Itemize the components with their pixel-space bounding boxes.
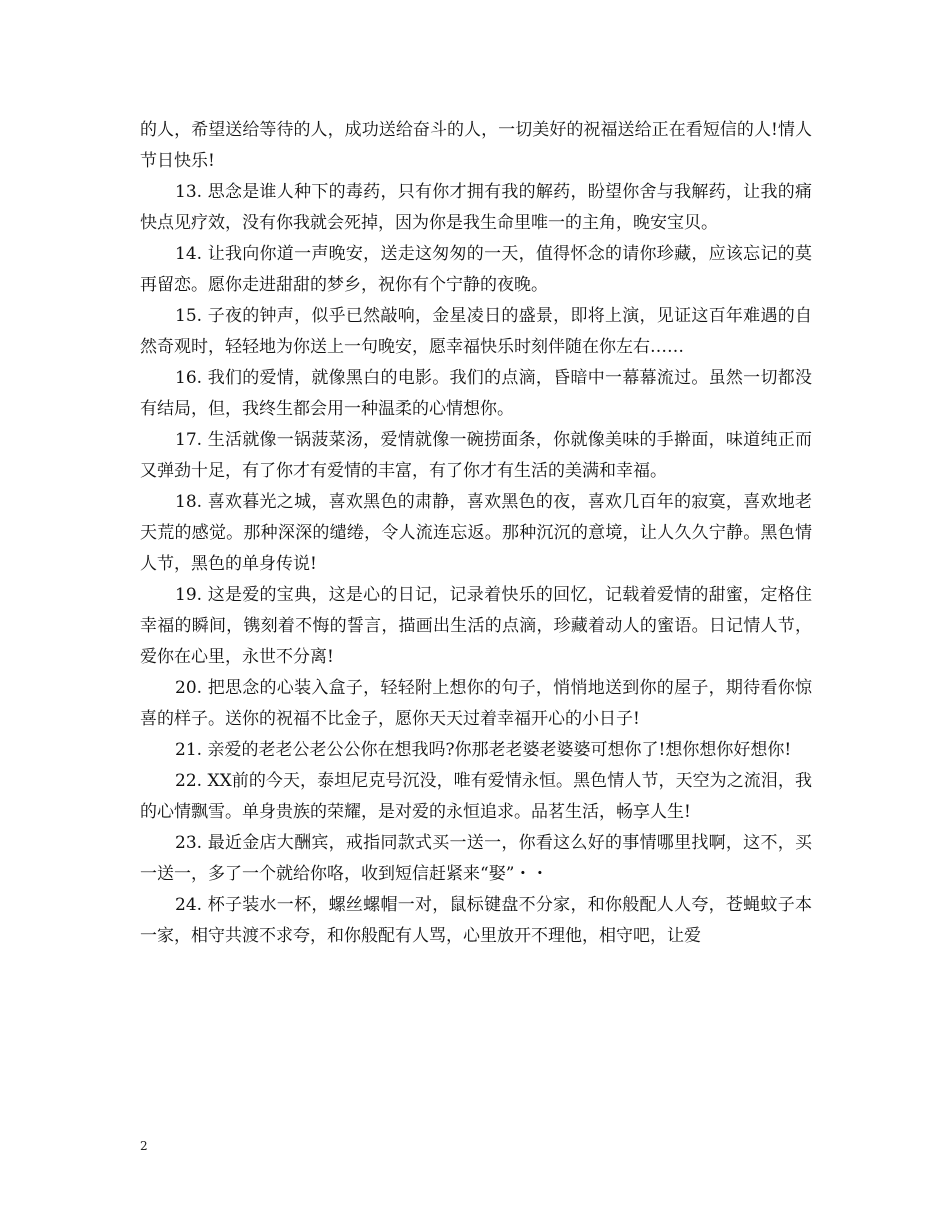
document-body [140,115,812,952]
paragraph-13: 13. 思念是谁人种下的毒药，只有你才拥有我的解药，盼望你舍与我解药，让我的痛快点见疗效，没有你我就会死掉，因为你是我生命里唯一的主角，晚安宝贝。 [140,182,812,233]
paragraph-24: 24. 杯子装水一杯，螺丝螺帽一对，鼠标键盘不分家，和你般配人人夸，苍蝇蚊子本一家，相守共渡不求夸，和你般配有人骂，心里放开不理他，相守吧，让爱 [140,895,812,946]
paragraph-15: 15. 子夜的钟声，似乎已然敲响，金星凌日的盛景，即将上演，见证这百年难遇的自然奇观时，轻轻地为你送上一句晚安，愿幸福快乐时刻伴随在你左右…… [140,306,812,357]
paragraph-21: 21. 亲爱的老老公老公公你在想我吗?你那老老婆老婆婆可想你了!想你想你好想你! [175,740,792,760]
paragraph-18: 18. 喜欢暮光之城，喜欢黑色的肃静，喜欢黑色的夜，喜欢几百年的寂寞，喜欢地老天荒的感觉。那种深深的缱绻，令人流连忘返。那种沉沉的意境，让人久久宁静。黑色情人节，黑色的单身传说! [140,492,812,574]
paragraph-20: 20. 把思念的心装入盒子，轻轻附上想你的句子，悄悄地送到你的屋子，期待看你惊喜的样子。送你的祝福不比金子，愿你天天过着幸福开心的小日子! [140,678,812,729]
paragraph-23: 23. 最近金店大酬宾，戒指同款式买一送一，你看这么好的事情哪里找啊，这不，买一送一，多了一个就给你咯，收到短信赶紧来“娶”・・ [140,833,812,884]
paragraph-continuation: 的人，希望送给等待的人，成功送给奋斗的人，一切美好的祝福送给正在看短信的人!情人节日快乐! [140,120,812,171]
paragraph-17: 17. 生活就像一锅菠菜汤，爱情就像一碗捞面条，你就像美味的手擀面，味道纯正而又弹劲十足，有了你才有爱情的丰富，有了你才有生活的美满和幸福。 [140,430,812,481]
paragraph-16: 16. 我们的爱情，就像黑白的电影。我们的点滴，昏暗中一幕幕流过。虽然一切都没有结局，但，我终生都会用一种温柔的心情想你。 [140,368,812,419]
paragraph-14: 14. 让我向你道一声晚安，送走这匆匆的一天，值得怀念的请你珍藏，应该忘记的莫再留恋。愿你走进甜甜的梦乡，祝你有个宁静的夜晚。 [140,244,812,295]
page-number: 2 [140,1139,148,1153]
paragraph-22: 22. XX前的今天，泰坦尼克号沉没，唯有爱情永恒。黑色情人节，天空为之流泪，我的心情飘雪。单身贵族的荣耀，是对爱的永恒追求。品茗生活，畅享人生! [140,771,812,822]
paragraph-19: 19. 这是爱的宝典，这是心的日记，记录着快乐的回忆，记载着爱情的甜蜜，定格住幸福的瞬间，镌刻着不悔的誓言，描画出生活的点滴，珍藏着动人的蜜语。日记情人节，爱你在心里，永世不分离! [140,585,812,667]
